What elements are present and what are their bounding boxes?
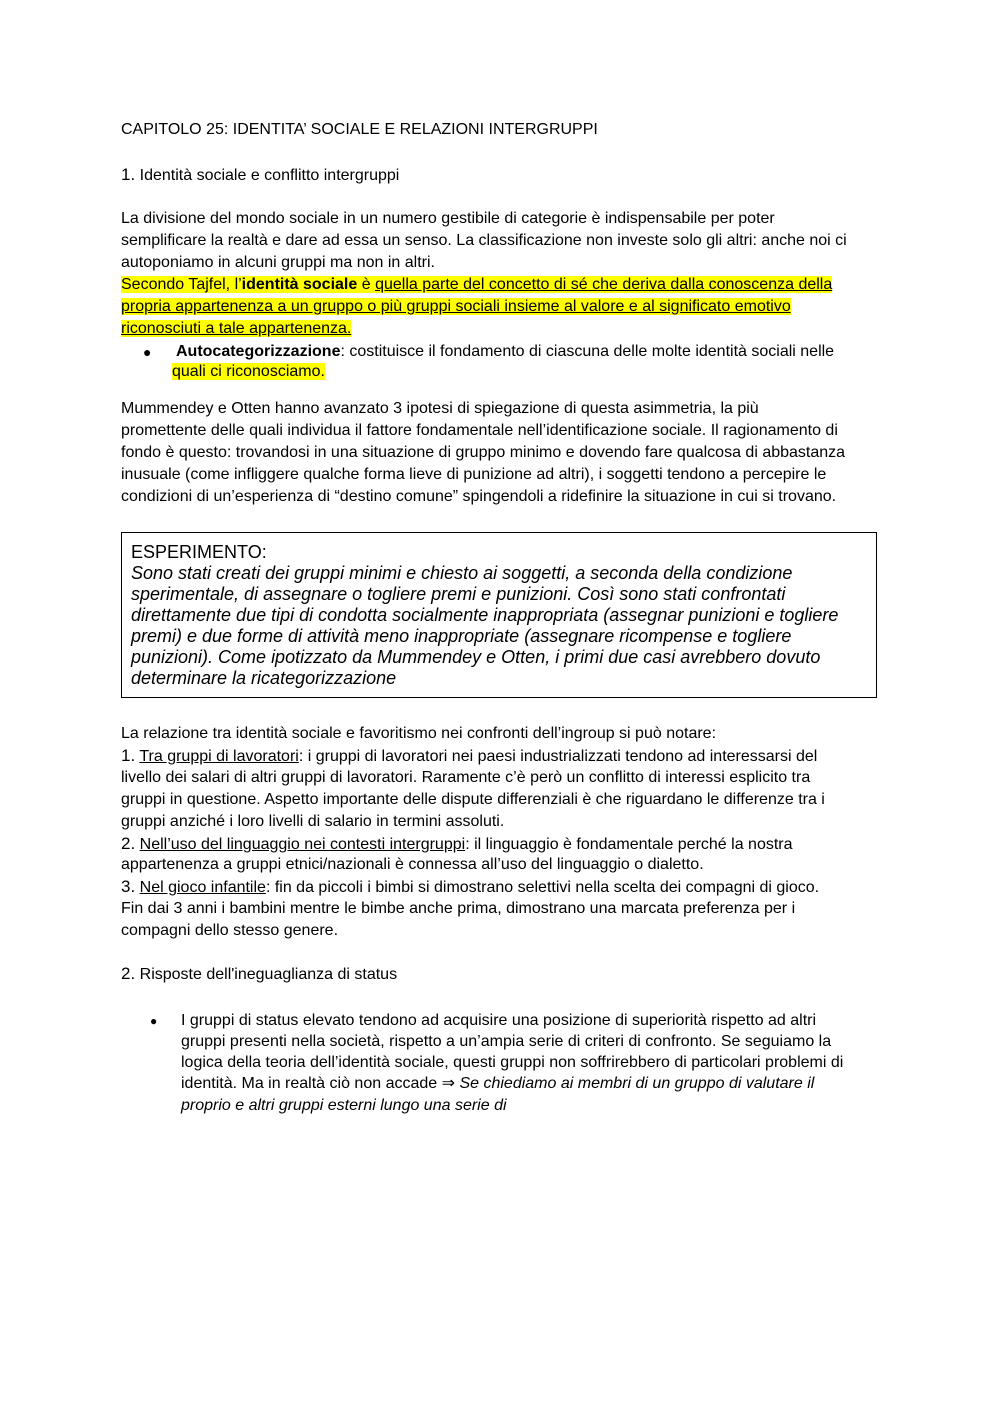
relation-item-3 <box>121 876 819 899</box>
item-text: : fin da piccoli i bimbi si dimostrano selettivi nella scelta dei compagni di gioco. <box>265 879 820 896</box>
para1-line: semplificare la realtà e dare ad essa un senso. La classificazione non investe solo gli altri: anche noi ci <box>121 232 847 249</box>
relation-item-line: appartenenza a gruppi etnici/nazionali è connessa all’uso del linguaggio o dialetto. <box>121 856 704 873</box>
autocategorization-term: Autocategorizzazione <box>176 343 341 360</box>
status-bullet-line: logica della teoria dell’identità sociale, questi gruppi non soffrirebbero di particolari problemi di <box>181 1054 844 1071</box>
item-title: Nel gioco infantile <box>139 879 266 896</box>
section-1-number: 1. <box>121 165 136 184</box>
tajfel-definition-text: riconosciuti a tale appartenenza. <box>121 320 352 337</box>
tajfel-definition-line <box>121 318 351 340</box>
para2-line: Mummendey e Otten hanno avanzato 3 ipotesi di spiegazione di questa asimmetria, la più <box>121 400 759 417</box>
experiment-line: punizioni). Come ipotizzato da Mummendey e Otten, i primi due casi avrebbero dovuto <box>131 647 821 667</box>
item-title: Tra gruppi di lavoratori <box>139 748 299 765</box>
relation-item-1 <box>121 745 817 768</box>
autocategorization-text: : costituisce il fondamento di ciascuna delle molte identità sociali nelle <box>340 343 835 360</box>
bullet-dot-icon: ● <box>143 344 152 360</box>
status-bullet-line: proprio e altri gruppi esterni lungo una serie di <box>181 1097 507 1114</box>
tajfel-definition-line <box>121 274 832 296</box>
para2-line: inusuale (come infliggere qualche forma lieve di punizione ad altri), i soggetti tendono a percepire le <box>121 466 827 483</box>
para2-line: condizioni di un’esperienza di “destino comune” spingendoli a ridefinire la situazione in cui si trovano. <box>121 488 837 505</box>
bullet-dot-icon: ● <box>150 1014 158 1028</box>
experiment-line: determinare la ricategorizzazione <box>131 668 397 688</box>
status-bullet-line <box>181 1073 814 1095</box>
section-2-heading <box>121 963 397 986</box>
tajfel-prefix: Secondo Tajfel, l’ <box>121 276 242 293</box>
status-text: identità. Ma in realtà ciò non accade <box>181 1075 442 1092</box>
chapter-title: CAPITOLO 25: IDENTITA’ SOCIALE E RELAZIONI INTERGRUPPI <box>121 121 598 138</box>
autocategorization-text: quali ci riconosciamo. <box>172 363 325 380</box>
tajfel-definition-text: propria appartenenza a un gruppo o più gruppi sociali insieme al valore e al significato emotivo <box>121 298 791 315</box>
item-number: 1. <box>121 746 136 765</box>
section-1-title: Identità sociale e conflitto intergruppi <box>139 167 400 184</box>
status-bullet-line: gruppi presenti nella società, rispetto a un’ampia serie di criteri di confronto. Se seguiamo la <box>181 1033 832 1050</box>
section-2-number: 2. <box>121 964 136 983</box>
experiment-label: ESPERIMENTO: <box>131 542 267 562</box>
autocategorization-bullet-cont <box>172 361 325 383</box>
para2-line: fondo è questo: trovandosi in una situazione di gruppo minimo e dovendo fare qualcosa di abbastanza <box>121 444 846 461</box>
tajfel-verb: è <box>357 276 376 293</box>
social-identity-term: identità sociale <box>241 276 358 293</box>
relation-item-line: Fin dai 3 anni i bambini mentre le bimbe anche prima, dimostrano una marcata preferenza per i <box>121 900 796 917</box>
para1-line: La divisione del mondo sociale in un numero gestibile di categorie è indispensabile per poter <box>121 210 775 227</box>
implies-arrow-icon: ⇒ <box>441 1075 456 1092</box>
experiment-line: direttamente due tipi di condotta socialmente inappropriata (assegnar punizioni e togliere <box>131 605 839 625</box>
experiment-line: sperimentale, di assegnare o togliere premi e punizioni. Così sono stati confrontati <box>131 584 786 604</box>
tajfel-definition-text: quella parte del concetto di sé che deriva dalla conoscenza della <box>375 276 833 293</box>
para2-line: promettente delle quali individua il fattore fondamentale nell’identificazione sociale. Il ragionamento di <box>121 422 838 439</box>
relation-item-line: gruppi anziché i loro livelli di salario in termini assoluti. <box>121 813 505 830</box>
status-text-italic: Se chiediamo ai membri di un gruppo di valutare il <box>455 1075 815 1092</box>
para1-line: autoponiamo in alcuni gruppi ma non in altri. <box>121 254 435 271</box>
relation-item-line: compagni dello stesso genere. <box>121 922 339 939</box>
item-number: 2. <box>121 834 136 853</box>
item-number: 3. <box>121 877 136 896</box>
relation-item-line: livello dei salari di altri gruppi di lavoratori. Raramente c’è però un conflitto di interessi esplicito tra <box>121 769 811 786</box>
tajfel-definition-line <box>121 296 791 318</box>
section-1-heading <box>121 164 399 187</box>
relation-item-line: gruppi in questione. Aspetto importante delle dispute differenziali è che riguardano le differenze tra i <box>121 791 825 808</box>
item-text: : il linguaggio è fondamentale perché la nostra <box>465 836 793 853</box>
experiment-line: premi) e due forme di attività meno inappropriate (assegnare ricompense e togliere <box>131 626 792 646</box>
status-bullet-line: I gruppi di status elevato tendono ad acquisire una posizione di superiorità rispetto ad altri <box>181 1012 817 1029</box>
experiment-line: Sono stati creati dei gruppi minimi e chiesto ai soggetti, a seconda della condizione <box>131 563 793 583</box>
section-2-title: Risposte dell'ineguaglianza di status <box>139 966 398 983</box>
item-title: Nell’uso del linguaggio nei contesti intergruppi <box>139 836 466 853</box>
relation-intro: La relazione tra identità sociale e favoritismo nei confronti dell’ingroup si può notare: <box>121 725 717 742</box>
item-text: : i gruppi di lavoratori nei paesi industrializzati tendono ad interessarsi del <box>298 748 818 765</box>
relation-item-2 <box>121 833 793 856</box>
